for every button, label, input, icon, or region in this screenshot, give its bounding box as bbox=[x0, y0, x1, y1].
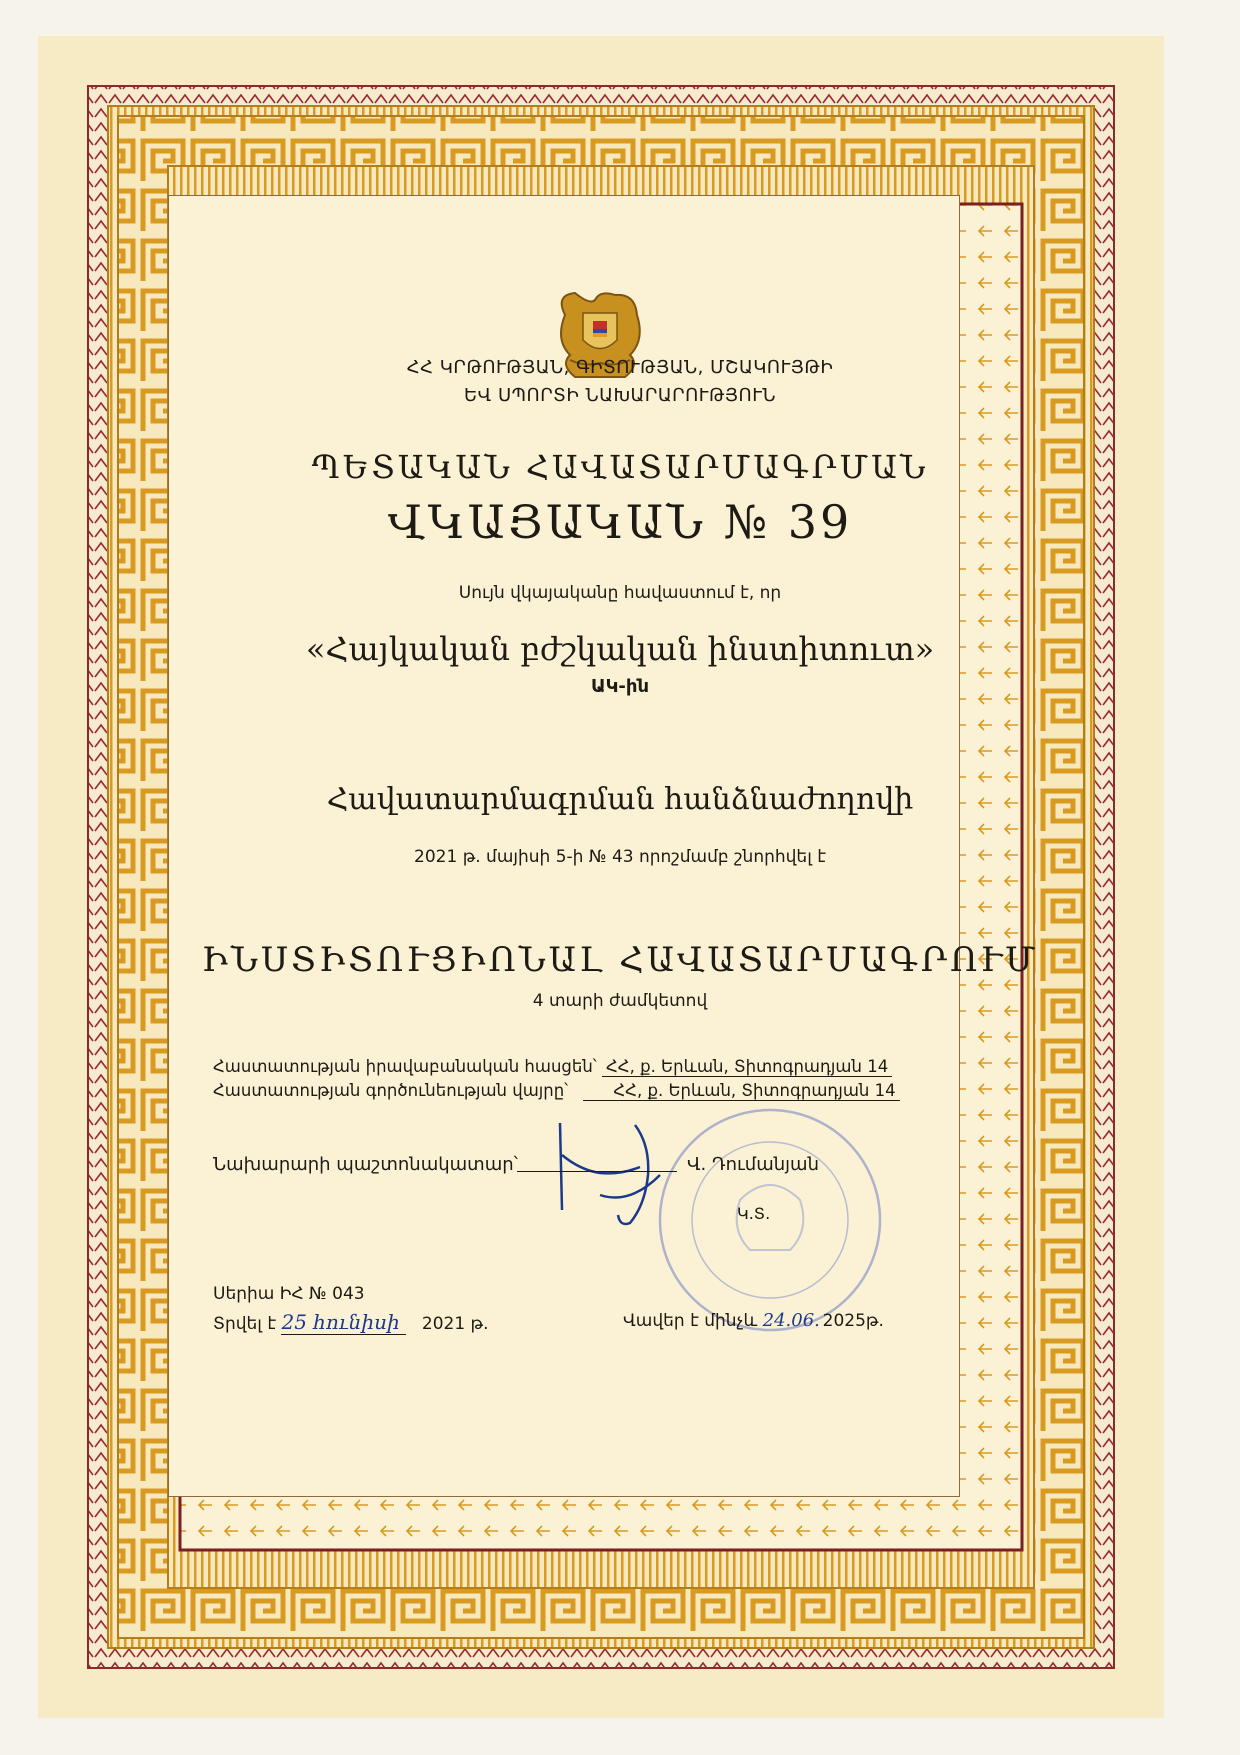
issued-prefix: Տրվել է bbox=[213, 1314, 277, 1334]
seal-place-label: Կ.Տ. bbox=[737, 1204, 771, 1223]
series-number: Սերիա ԻՀ № 043 bbox=[213, 1284, 365, 1304]
valid-year: 2025թ. bbox=[822, 1311, 884, 1331]
issued-handwritten-date: 25 հունիսի bbox=[281, 1310, 406, 1335]
valid-prefix: Վավեր է մինչև bbox=[623, 1311, 758, 1331]
issued-row bbox=[213, 1310, 489, 1335]
institution-name: «Հայկական բժշկական ինստիտուտ» bbox=[305, 630, 935, 668]
issued-year: 2021 թ. bbox=[421, 1314, 489, 1334]
decision-text: 2021 թ. մայիսի 5-ի № 43 որոշմամբ շնորհվել է bbox=[414, 847, 826, 867]
ministry-line-2: ԵՎ ՍՊՈՐՏԻ ՆԱԽԱՐԱՐՈՒԹՅՈՒՆ bbox=[463, 385, 776, 406]
signature-line bbox=[517, 1171, 677, 1172]
commission-text: Հավատարմագրման հանձնաժողովի bbox=[326, 782, 914, 817]
activity-address-row bbox=[213, 1081, 900, 1101]
signature-label: Նախարարի պաշտոնակատար՝ bbox=[213, 1154, 518, 1175]
valid-row bbox=[623, 1310, 884, 1331]
signature-scribble bbox=[540, 1115, 680, 1230]
accreditation-type: ԻՆՍՏԻՏՈՒՑԻՈՆԱԼ ՀԱՎԱՏԱՐՄԱԳՐՈՒՄ bbox=[201, 940, 1039, 980]
certificate-title: ՊԵՏԱԿԱՆ ՀԱՎԱՏԱՐՄԱԳՐՄԱՆ bbox=[311, 448, 929, 486]
institution-suffix: ԱԿ-ին bbox=[590, 676, 650, 697]
signer-name: Վ. Դումանյան bbox=[687, 1154, 819, 1175]
legal-address-value: ՀՀ, ք. Երևան, Տիտոգրադյան 14 bbox=[602, 1057, 892, 1077]
accreditation-term: 4 տարի ժամկետով bbox=[532, 991, 708, 1011]
valid-handwritten-date: 24.06. bbox=[762, 1310, 820, 1331]
certificate-number: ՎԿԱՅԱԿԱՆ № 39 bbox=[387, 495, 853, 549]
activity-address-label: Հաստատության գործունեության վայրը՝ bbox=[213, 1081, 569, 1100]
legal-address-label: Հաստատության իրավաբանական հասցեն՝ bbox=[213, 1057, 597, 1076]
ministry-line-1: ՀՀ ԿՐԹՈՒԹՅԱՆ, ԳԻՏՈՒԹՅԱՆ, ՄՇԱԿՈՒՅԹԻ bbox=[406, 357, 834, 378]
legal-address-row bbox=[213, 1057, 892, 1077]
intro-text: Սույն վկայականը հավաստում է, որ bbox=[458, 583, 782, 603]
activity-address-value: ՀՀ, ք. Երևան, Տիտոգրադյան 14 bbox=[583, 1081, 899, 1101]
